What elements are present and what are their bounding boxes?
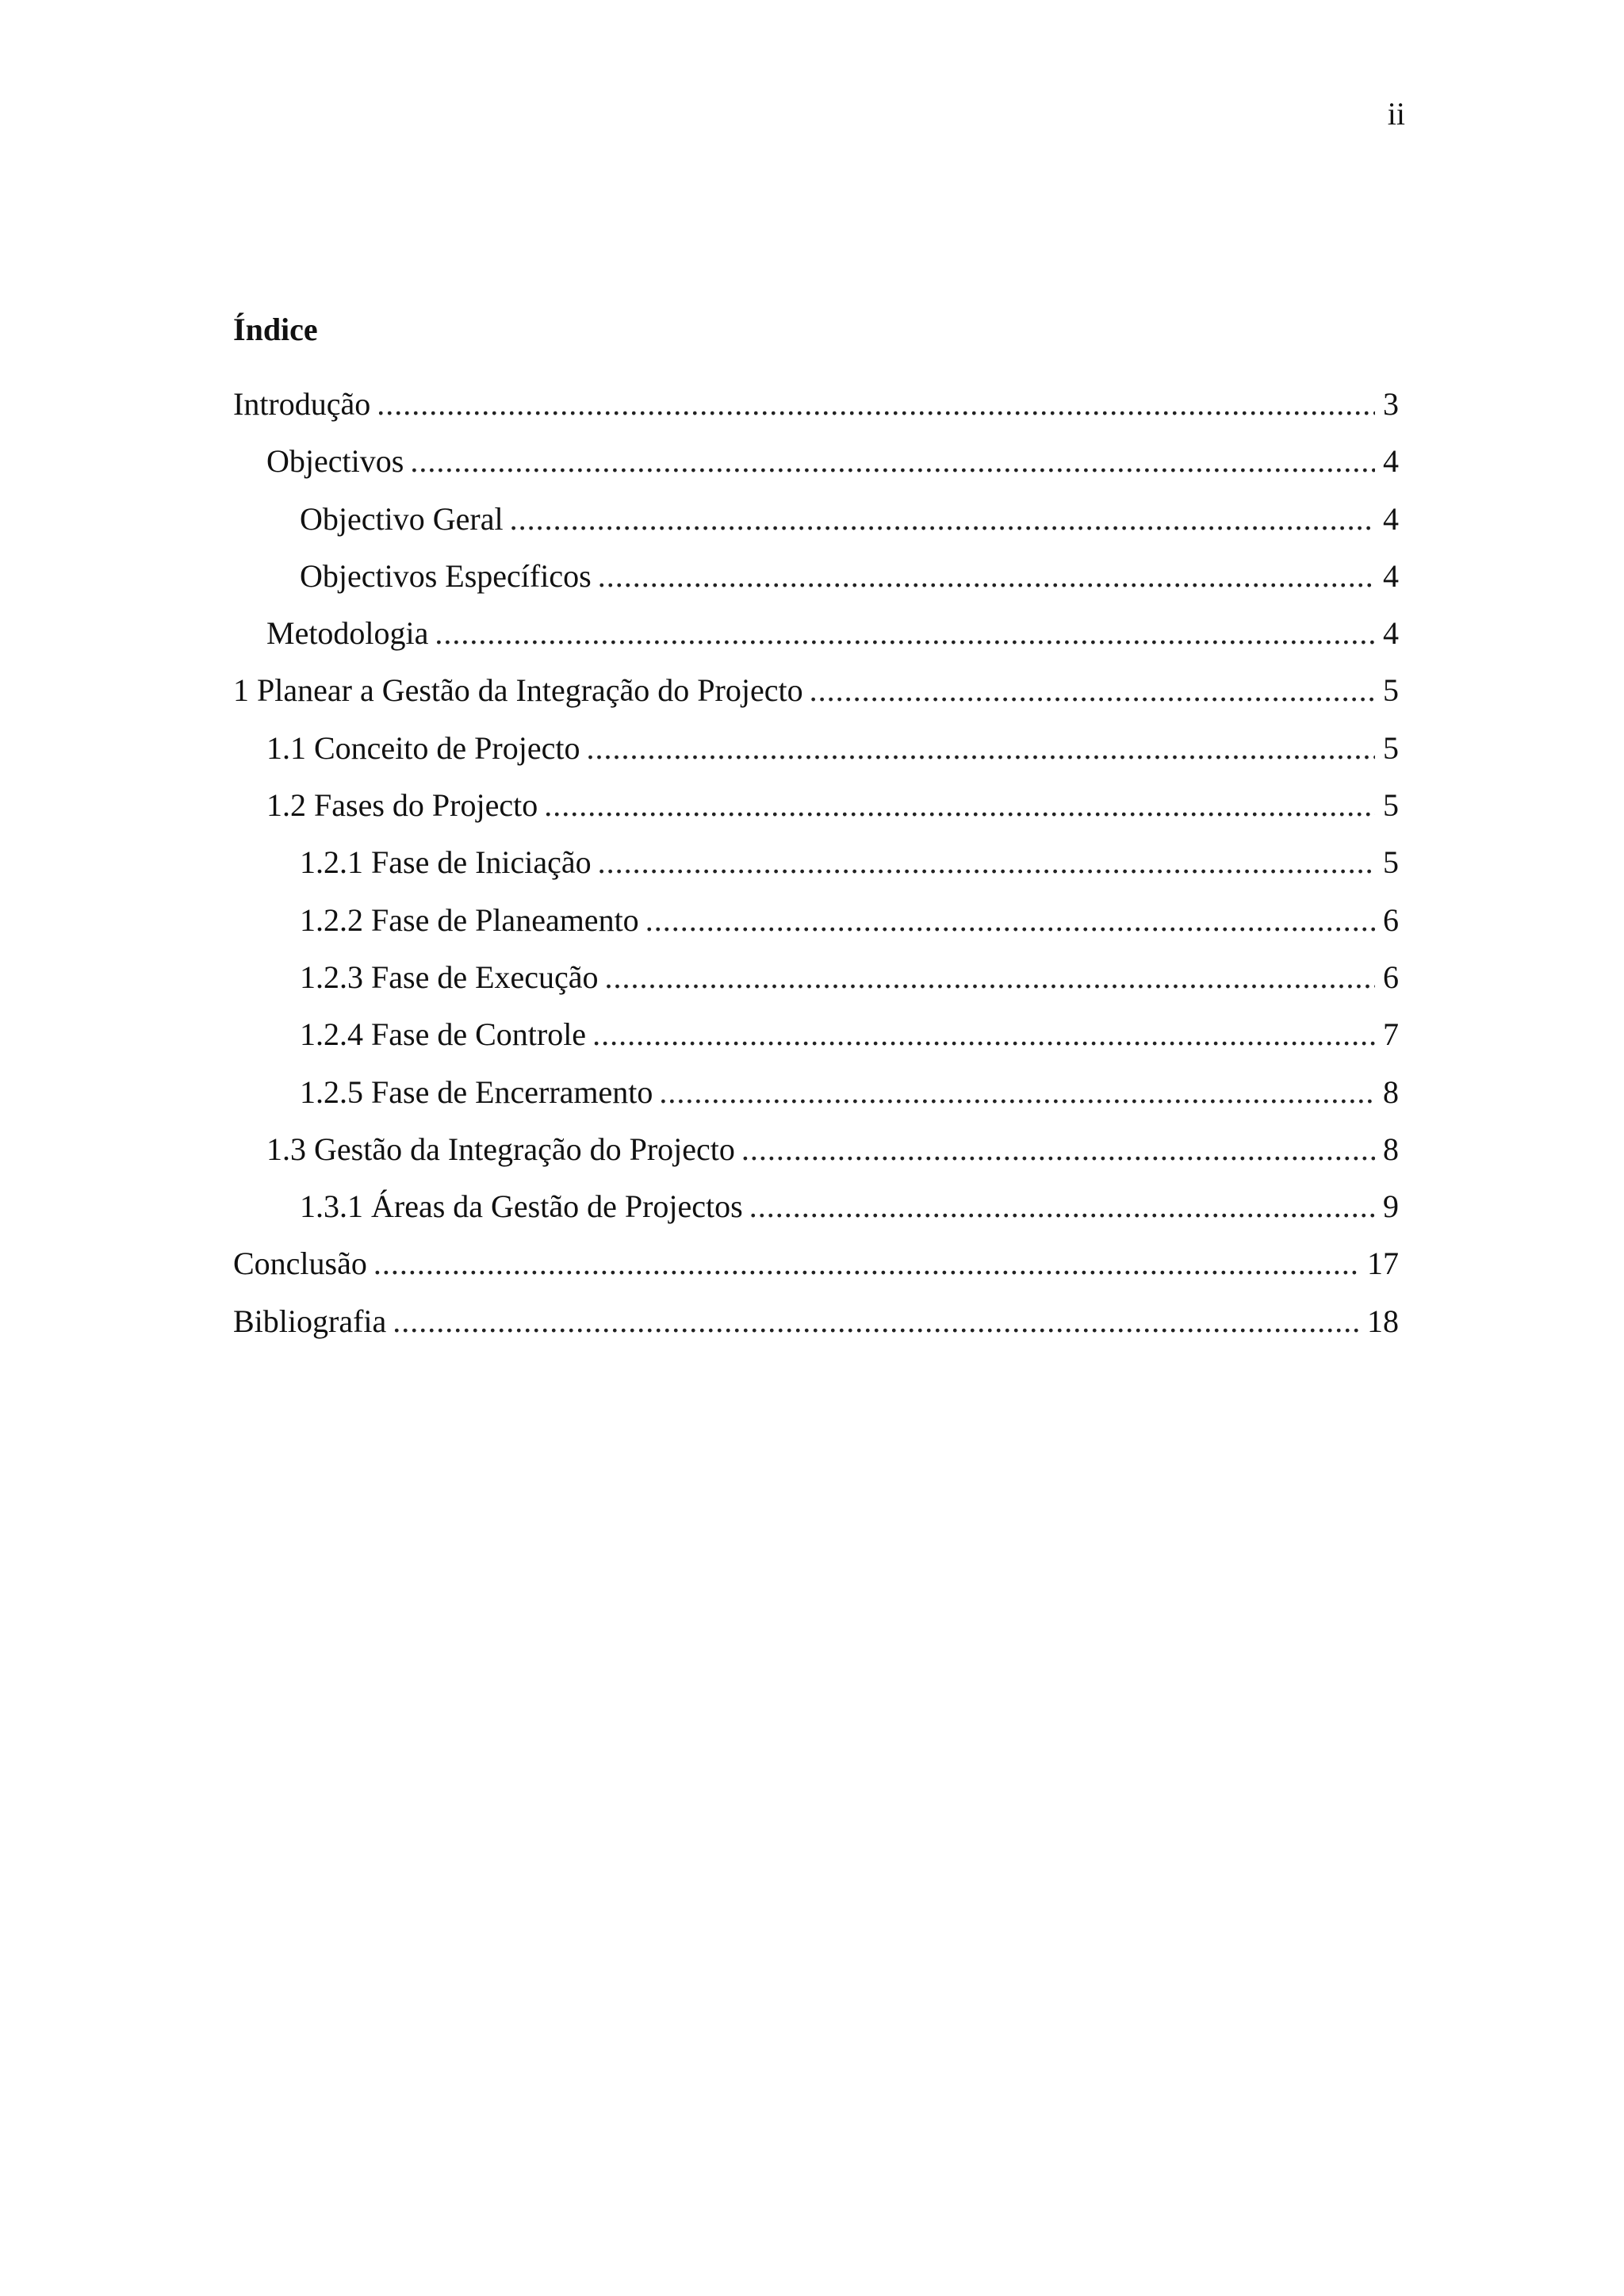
page-number: ii [1387, 96, 1405, 132]
toc-entry-page: 6 [1383, 901, 1399, 938]
toc-entry-label: 1.2.5 Fase de Encerramento [300, 1073, 653, 1110]
toc-entry-page: 5 [1383, 844, 1399, 881]
toc-entry-page: 4 [1383, 615, 1399, 652]
toc-entry-page: 5 [1383, 672, 1399, 709]
toc-entry-page: 7 [1383, 1016, 1399, 1053]
dot-leader [749, 1191, 1375, 1223]
toc-entry-label: 1.2 Fases do Projecto [266, 787, 538, 824]
toc-entry-label: 1 Planear a Gestão da Integração do Projecto [233, 672, 803, 709]
toc-entry-page: 18 [1367, 1303, 1399, 1339]
toc-entry-label: 1.1 Conceito de Projecto [266, 729, 580, 766]
toc-entry-objectivos[interactable] [233, 443, 1399, 503]
dot-leader [435, 618, 1375, 649]
dot-leader [592, 1019, 1375, 1050]
toc-entry-metodologia[interactable] [233, 615, 1399, 675]
dot-leader [373, 1248, 1359, 1280]
toc-title: Índice [233, 312, 318, 347]
dot-leader [741, 1134, 1375, 1165]
dot-leader [645, 905, 1375, 936]
toc-entry-objectivo-geral[interactable] [233, 500, 1399, 561]
dot-leader [810, 675, 1375, 706]
toc-entry-conclusao[interactable] [233, 1248, 1399, 1305]
toc-entry-bibliografia[interactable] [233, 1303, 1399, 1363]
toc-entry-objectivos-especificos[interactable] [233, 557, 1399, 618]
dot-leader [410, 446, 1375, 477]
dot-leader [598, 847, 1375, 878]
dot-leader [605, 962, 1375, 993]
dot-leader [510, 503, 1375, 535]
toc-entry-label: Objectivos Específicos [300, 557, 592, 594]
table-of-contents [233, 388, 1399, 1363]
toc-entry-label: Introdução [233, 386, 371, 422]
toc-entry-label: Metodologia [266, 615, 429, 652]
toc-entry-label: Objectivo Geral [300, 500, 504, 537]
dot-leader [586, 733, 1375, 764]
dot-leader [598, 561, 1375, 592]
toc-entry-page: 5 [1383, 787, 1399, 824]
toc-entry-page: 8 [1383, 1073, 1399, 1110]
toc-entry-page: 17 [1367, 1246, 1399, 1282]
toc-entry-page: 4 [1383, 557, 1399, 594]
toc-entry-label: 1.2.3 Fase de Execução [300, 959, 599, 995]
toc-entry-page: 6 [1383, 959, 1399, 995]
toc-entry-label: 1.3.1 Áreas da Gestão de Projectos [300, 1188, 743, 1225]
toc-entry-1-2-1[interactable] [233, 844, 1399, 904]
dot-leader [393, 1306, 1359, 1337]
toc-entry-page: 9 [1383, 1188, 1399, 1225]
dot-leader [544, 790, 1375, 821]
toc-entry-page: 3 [1383, 386, 1399, 422]
dot-leader [659, 1077, 1375, 1108]
toc-entry-1-3-1[interactable] [233, 1188, 1399, 1248]
toc-entry-label: 1.3 Gestão da Integração do Projecto [266, 1131, 735, 1167]
toc-entry-1-1[interactable] [233, 729, 1399, 790]
toc-entry-label: 1.2.2 Fase de Planeamento [300, 901, 639, 938]
toc-entry-label: 1.2.1 Fase de Iniciação [300, 844, 592, 881]
toc-entry-1-2-5[interactable] [233, 1073, 1399, 1134]
toc-entry-1-2-2[interactable] [233, 901, 1399, 962]
dot-leader [377, 388, 1375, 420]
toc-entry-page: 8 [1383, 1131, 1399, 1167]
toc-entry-label: Objectivos [266, 443, 404, 480]
toc-entry-page: 4 [1383, 500, 1399, 537]
toc-entry-1-2-4[interactable] [233, 1016, 1399, 1076]
toc-entry-chapter-1[interactable] [233, 672, 1399, 732]
toc-entry-1-2-3[interactable] [233, 959, 1399, 1019]
toc-entry-introducao[interactable] [233, 388, 1399, 446]
toc-entry-label: 1.2.4 Fase de Controle [300, 1016, 587, 1053]
toc-entry-1-2[interactable] [233, 787, 1399, 847]
toc-entry-label: Bibliografia [233, 1303, 387, 1339]
toc-entry-1-3[interactable] [233, 1131, 1399, 1191]
toc-entry-page: 5 [1383, 729, 1399, 766]
toc-entry-page: 4 [1383, 443, 1399, 480]
toc-entry-label: Conclusão [233, 1246, 367, 1282]
